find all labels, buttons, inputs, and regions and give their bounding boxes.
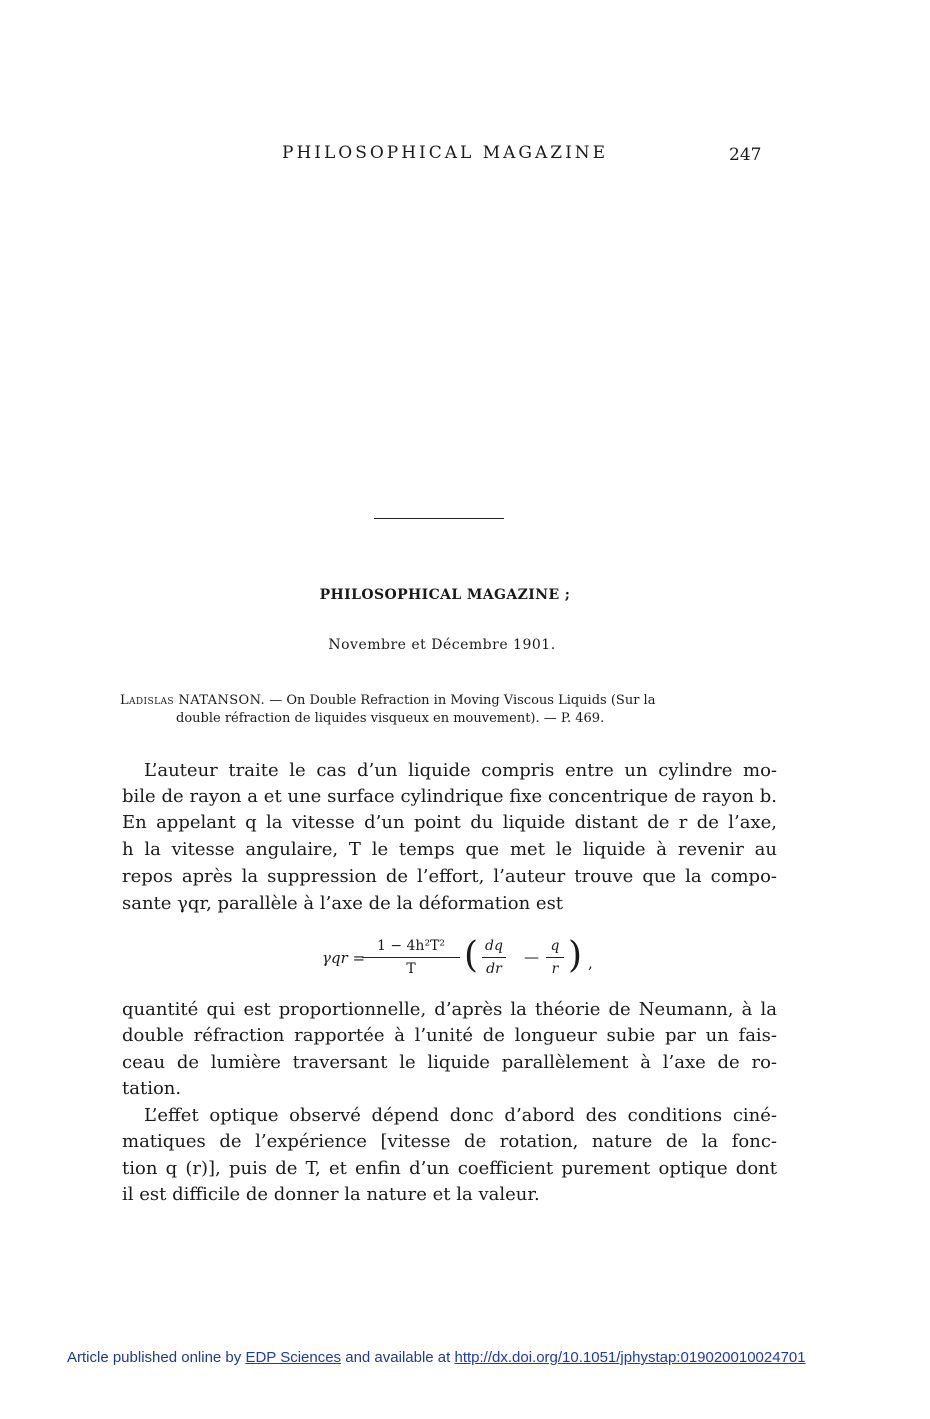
page-number: 247 [729, 145, 762, 165]
body-line: tation. [122, 1078, 182, 1099]
ratio-numerator: q [550, 938, 560, 954]
publisher-link[interactable]: EDP Sciences [245, 1349, 342, 1366]
body-line: En appelant q la vitesse d’un point du liquide distant de r de l’axe, [122, 812, 777, 833]
running-title: PHILOSOPHICAL MAGAZINE [282, 143, 609, 163]
body-line: tion q (r)], puis de T, et enfin d’un coefficient purement optique dont [122, 1158, 777, 1179]
body-line: L’auteur traite le cas d’un liquide compris entre un cylindre mo- [144, 760, 777, 781]
formula-numerator: 1 − 4h²T² [376, 938, 446, 954]
formula-derivative [482, 936, 506, 979]
formula-minus: — [524, 948, 539, 966]
fraction-bar [482, 957, 506, 958]
article-reference [120, 692, 775, 728]
body-line: quantité qui est proportionnelle, d’après la théorie de Neumann, à la [122, 999, 777, 1020]
reference-author: Ladislas NATANSON. [120, 693, 266, 708]
fraction-bar [546, 957, 564, 958]
body-line: bile de rayon a et une surface cylindrique fixe concentrique de rayon b. [122, 786, 777, 807]
body-line: L’effet optique observé dépend donc d’abord des conditions ciné- [144, 1105, 777, 1126]
derivative-numerator: dq [485, 938, 503, 954]
body-line: ceau de lumière traversant le liquide parallèlement à l’axe de ro- [122, 1052, 777, 1073]
derivative-denominator: dr [486, 961, 502, 977]
fraction-bar [362, 957, 460, 958]
formula-denominator: T [406, 961, 416, 977]
doi-link[interactable]: http://dx.doi.org/10.1051/jphystap:019020010024701 [454, 1349, 806, 1366]
body-line: repos après la suppression de l’effort, l’auteur trouve que la compo- [122, 866, 777, 887]
body-line: il est difficile de donner la nature et la valeur. [122, 1184, 540, 1205]
formula-fraction [362, 936, 460, 979]
section-title: PHILOSOPHICAL MAGAZINE ; [319, 587, 571, 603]
body-line: double réfraction rapportée à l’unité de longueur subie par un fais- [122, 1025, 777, 1046]
formula-comma: , [588, 954, 593, 972]
issue-date: Novembre et Décembre 1901. [328, 637, 556, 653]
footer-prefix: Article published online by [67, 1349, 246, 1366]
footer-middle: and available at [341, 1349, 455, 1366]
left-paren: ( [464, 935, 479, 976]
reference-title-line2: double réfraction de liquides visqueux en mouvement). — P. 469. [176, 711, 605, 726]
body-line: sante γqr, parallèle à l’axe de la déformation est [122, 893, 564, 914]
formula-lhs: γqr = [322, 949, 366, 967]
body-line: matiques de l’expérience [vitesse de rotation, nature de la fonc- [122, 1131, 777, 1152]
publication-footer [67, 1349, 806, 1366]
formula-ratio [546, 936, 564, 979]
body-line: h la vitesse angulaire, T le temps que met le liquide à revenir au [122, 839, 777, 860]
section-divider [374, 518, 504, 519]
reference-title-line1: — On Double Refraction in Moving Viscous Liquids (Sur la [265, 693, 656, 708]
ratio-denominator: r [551, 961, 559, 977]
right-paren: ) [568, 935, 583, 976]
